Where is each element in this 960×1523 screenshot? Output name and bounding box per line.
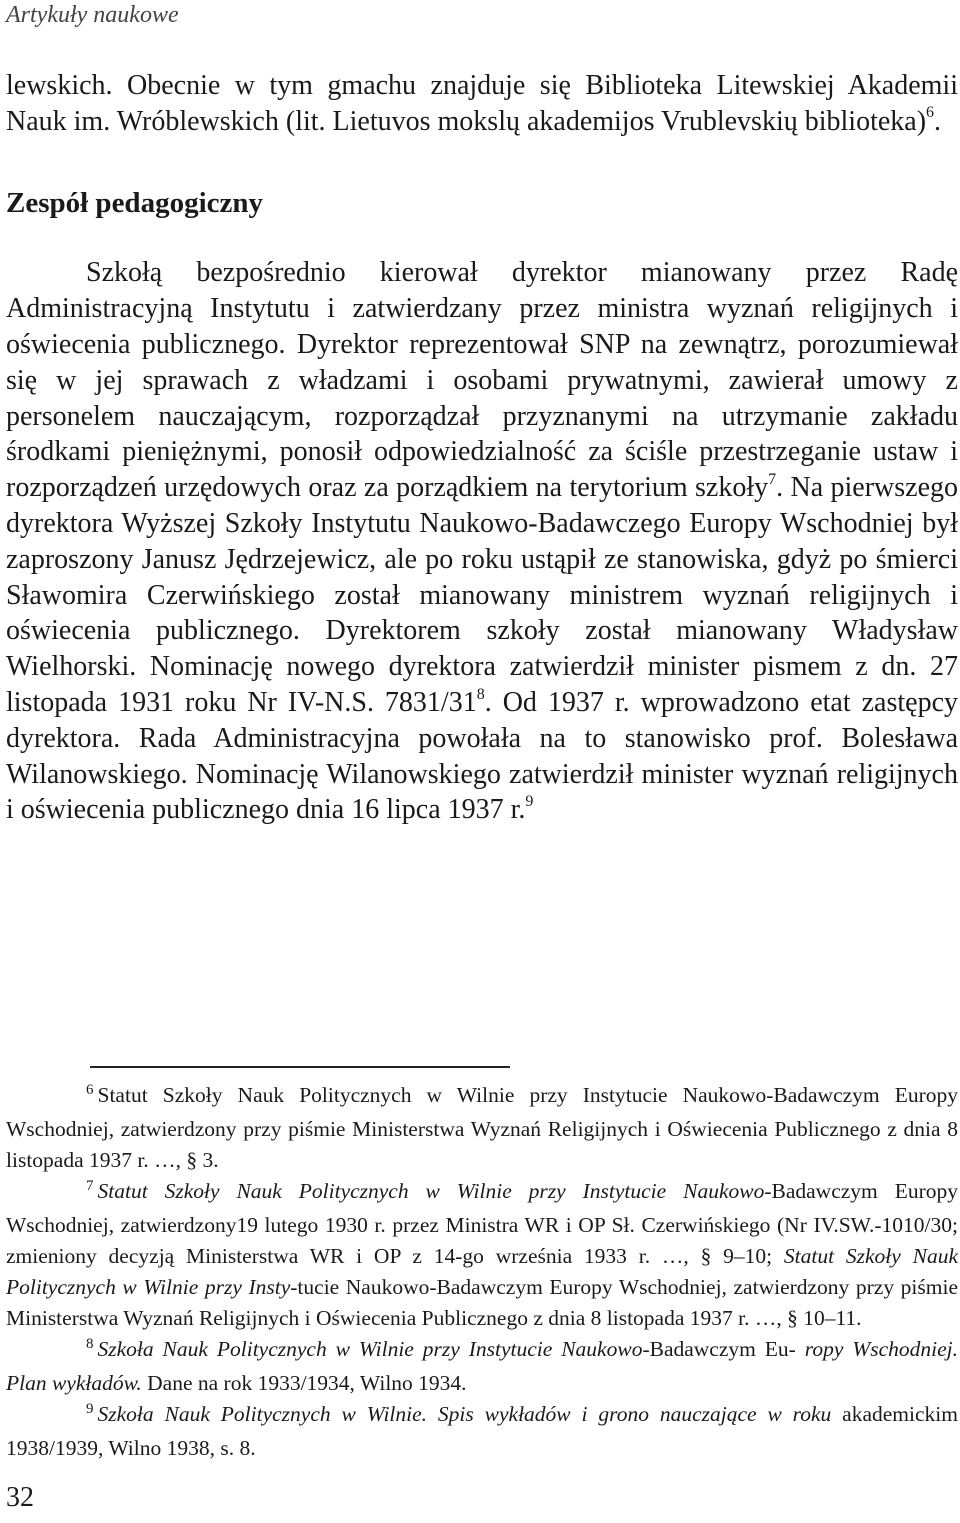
footnote-6: $^6$ Statut Szkoły Nauk Politycznych w Wilnie przy Instytucie Naukowo-Badawczym Europy Wschodniej, zatwierdzony przy piśmie Ministerstwa Wyznań Religijnych i Oświecenia Publicznego z dnia 8 listopada 1937 r. …, § 3. <box>6 1082 958 1172</box>
paragraph-director: Szkołą bezpośrednio kierował dyrektor mianowany przez Radę Administracyjną Instytutu i zatwierdzany przez ministra wyznań religijnych i oświecenia publicznego. Dyrektor reprezentował SNP na zewnątrz, porozumiewał się w jej sprawach z władzami i osobami prywatnymi, zawierał umowy z personelem nauczającym, rozporządzał przyznanymi na utrzymanie zakładu środkami pieniężnymi, ponosił odpowiedzialność za ściśle przestrzeganie ustaw i rozporządzeń urzędowych oraz za porządkiem na terytorium szkoły$^7$. Na pierwszego dyrektora Wyższej Szkoły Instytutu Naukowo-Badawczego Europy Wschodniej był zaproszony Janusz Jędrzejewicz, ale po roku ustąpił ze stanowiska, gdyż po śmierci Sławomira Czerwińskiego został mianowany ministrem wyznań religijnych i oświecenia publicznego. Dyrektorem szkoły został mianowany Władysław Wielhorski. Nominację nowego dyrektora zatwierdził minister pismem z dn. 27 listopada 1931 roku Nr IV-N.S. $7831/31^8$. Od 1937 r. wprowadzono etat zastępcy dyrektora. Rada Administracyjna powołała na to stanowisko prof. Bolesława Wilanowskiego. Nominację Wilanowskiego zatwierdził minister wyznań religijnych i oświecenia publicznego dnia 16 lipca 1937 r.$^9$ <box>6 257 958 826</box>
footnote-ref-8[interactable]: 8 <box>476 685 485 703</box>
paragraph-continuation: lewskich. Obecnie w tym gmachu znajduje się Biblioteka Litewskiej Akademii Nauk im. Wróblewskich (lit. Lietuvos mokslų akademijos Vrublevskių biblioteka)$^6$. <box>6 70 958 137</box>
footnotes <box>6 1080 958 1464</box>
section-heading: Zespół pedagogiczny <box>6 186 263 219</box>
running-head: Artykuły naukowe <box>6 2 179 28</box>
page-number: 32 <box>6 1482 34 1513</box>
footnote-9: $^9$ Szkoła Nauk Politycznych w Wilnie. Spis wykładów i grono nauczające w roku akademickim 1938/1939, Wilno 1938, s. 8. <box>6 1401 958 1460</box>
footnote-8: $^8$ Szkoła Nauk Politycznych w Wilnie przy Instytucie Naukowo-Badawczym Eu- ropy Wschodniej. Plan wykładów. Dane na rok 1933/1934, Wilno 1934. <box>6 1336 959 1395</box>
body-text <box>6 68 958 828</box>
document-page <box>6 0 958 1523</box>
footnote-ref-7[interactable]: 7 <box>768 470 777 488</box>
footnote-ref-6[interactable]: 6 <box>926 104 935 122</box>
footnote-7: $^7$ Statut Szkoły Nauk Politycznych w Wilnie przy Instytucie Naukowo-Badawczym Europy Wschodniej, zatwierdzony19 lutego 1930 r. przez Ministra WR i OP Sł. Czerwińskiego (Nr IV.SW.-1010/30; zmieniony decyzją Ministerstwa WR i OP z 14-go września 1933 r. …, § 9–10; Statut Szkoły Nauk Politycznych w Wilnie przy Insty-tucie Naukowo-Badawczym Europy Wschodniej, zatwierdzony przy piśmie Ministerstwa Wyznań Religijnych i Oświecenia Publicznego z dnia 8 listopada 1937 r. …, § 10–11. <box>6 1178 958 1330</box>
footnote-separator <box>90 1066 510 1068</box>
footnote-ref-9[interactable]: 9 <box>525 793 534 811</box>
